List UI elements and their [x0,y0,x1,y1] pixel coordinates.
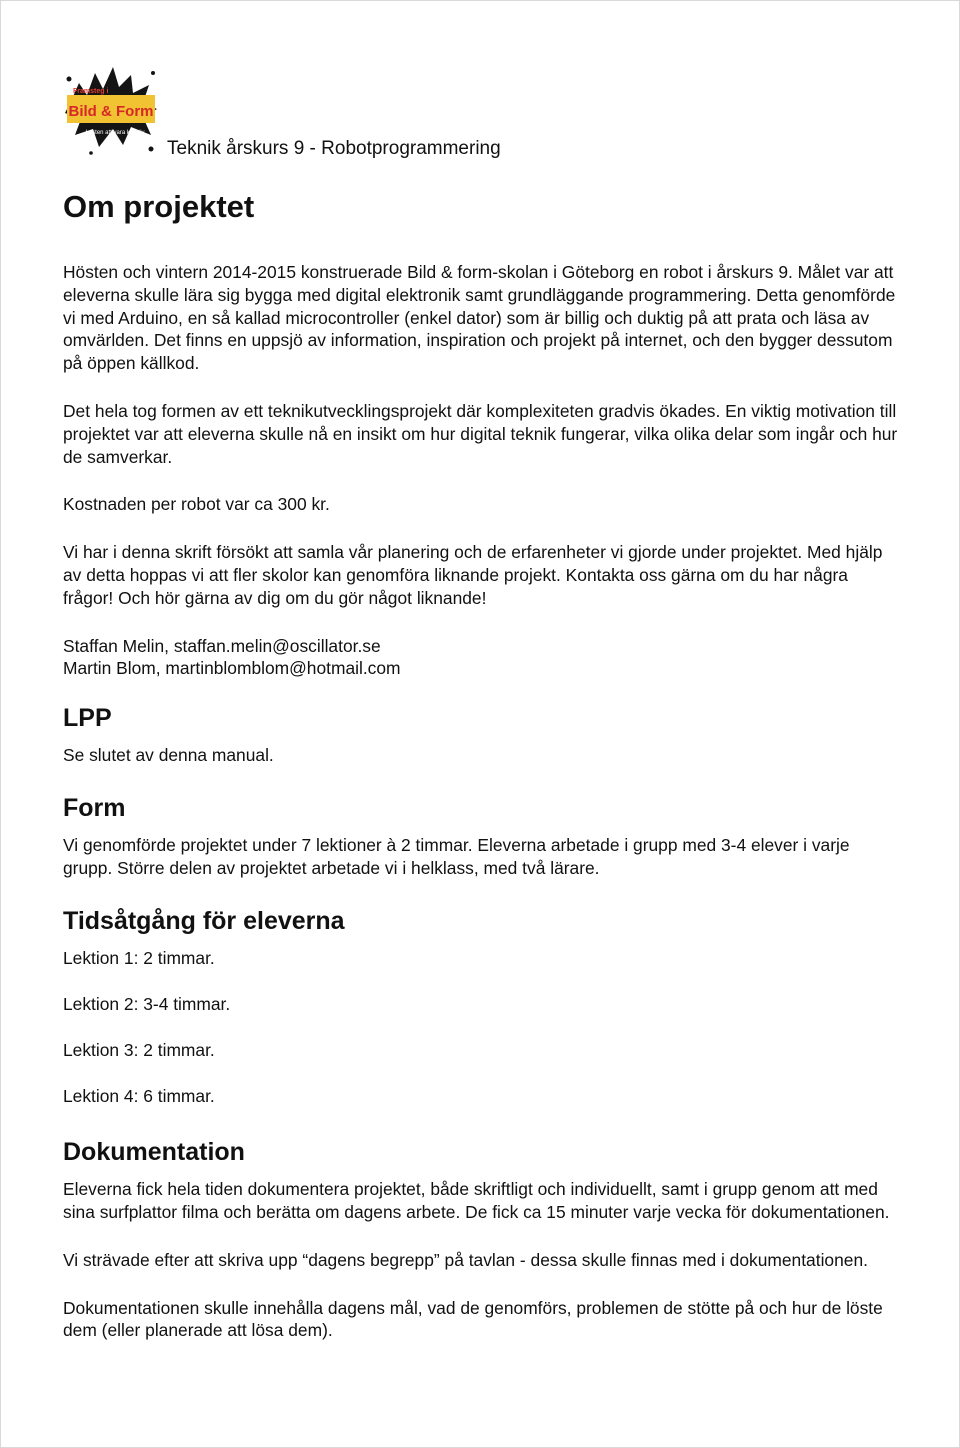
lesson-2: Lektion 2: 3-4 timmar. [63,993,231,1014]
bild-och-form-logo-icon [61,59,161,159]
paragraph-form: Vi genomförde projektet under 7 lektioner à 2 timmar. Eleverna arbetade i grupp med 3-4 elever i varje grupp. Större delen av projektet arbetade vi i helklass, med två lärare. [63,834,850,878]
paragraph-dokumentation-1: Eleverna fick hela tiden dokumentera projektet, både skriftligt och individuellt, samt i grupp genom att med sina surfplattor filma och berätta om dagens arbete. De fick ca 15 minuter varje vecka för dokumentationen. [63,1179,890,1223]
paragraph-cost: Kostnaden per robot var ca 300 kr. [63,494,330,515]
paragraph-lpp: Se slutet av denna manual. [63,745,274,766]
paragraph-intro: Hösten och vintern 2014-2015 konstruerade Bild & form-skolan i Göteborg en robot i årskurs 9. Målet var att eleverna skulle lära sig bygga med digital elektronik samt grundläggande programmering. Detta genomförde vi med Arduino, en så kallad microcontroller (enkel dator) som är billig och duktig på att prata och läsa av omvärlden. Det finns en uppsjö av information, inspiration och projekt på internet, och den bygger dessutom på öppen källkod. [63,262,896,374]
heading-lpp: LPP [63,704,112,733]
paragraph-motivation: Det hela tog formen av ett teknikutvecklingsprojekt där komplexiteten gradvis ökades. En viktig motivation till projektet var att eleverna skulle nå en insikt om hur digital teknik fungerar, vilka olika delar som ingår och hur de samverkar. [63,400,898,467]
contact-staffan: Staffan Melin, staffan.melin@oscillator.se [63,635,381,656]
heading-dokumentation: Dokumentation [63,1138,245,1167]
logo-text-main: Bild & Form [68,103,154,120]
document-subtitle: Teknik årskurs 9 - Robotprogrammering [167,138,501,159]
lesson-1: Lektion 1: 2 timmar. [63,947,215,968]
logo-text-sub: Lusten att vara kreativ [85,130,145,136]
lesson-3: Lektion 3: 2 timmar. [63,1040,215,1061]
heading-om-projektet: Om projektet [63,189,255,224]
heading-tidsatgang: Tidsåtgång för eleverna [63,906,345,935]
paragraph-dokumentation-3: Dokumentationen skulle innehålla dagens mål, vad de genomförs, problemen de stötte på och hur de löste dem (eller planerade att lösa dem). [63,1297,883,1341]
paragraph-dokumentation-2: Vi strävade efter att skriva upp “dagens begrepp” på tavlan - dessa skulle finnas med i dokumentationen. [63,1249,868,1270]
logo-text-top: Framsteg i [73,88,109,95]
contact-martin: Martin Blom, martinblomblom@hotmail.com [63,658,401,679]
document-body [63,187,903,1367]
heading-form: Form [63,793,126,822]
lesson-4: Lektion 4: 6 timmar. [63,1086,215,1107]
paragraph-contact-info: Vi har i denna skrift försökt att samla vår planering och de erfarenheter vi gjorde under projektet. Med hjälp av detta hoppas vi att fler skolor kan genomföra liknande projekt. Kontakta oss gärna om du har några frågor! Och hör gärna av dig om du gör något liknande! [63,542,883,608]
